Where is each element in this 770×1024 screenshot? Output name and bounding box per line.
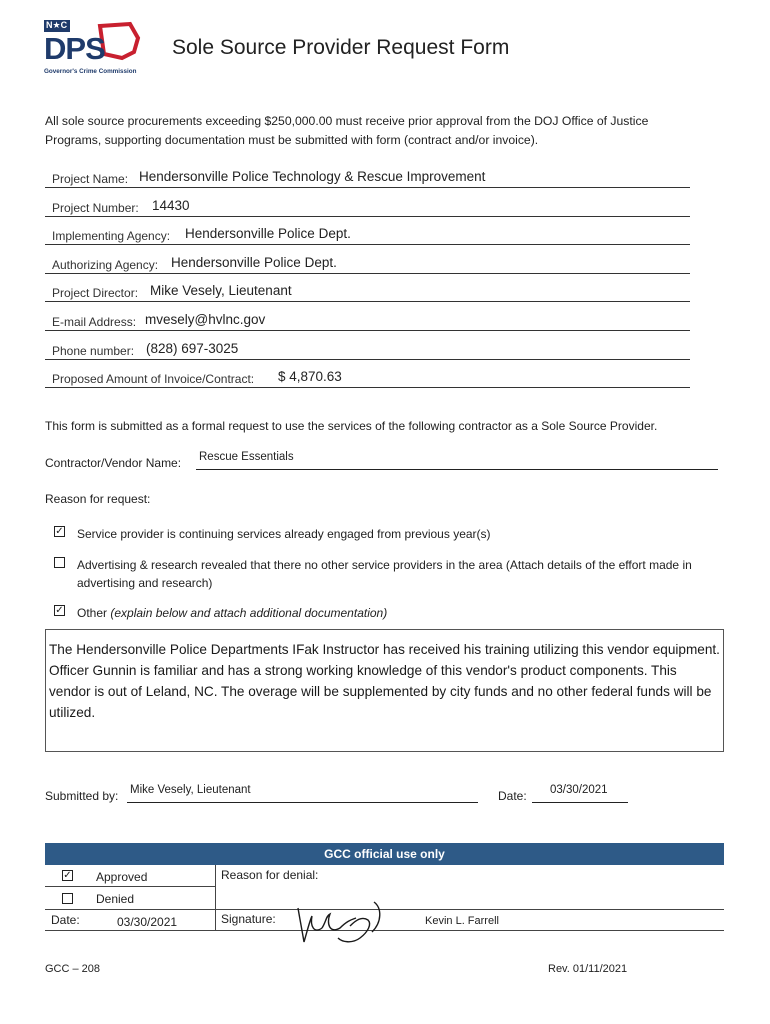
revision-date: Rev. 01/11/2021 <box>548 963 628 975</box>
reason-other-text: Other <box>77 606 108 620</box>
logo-subtitle: Governor's Crime Commission <box>44 68 137 75</box>
vendor-field[interactable] <box>196 453 718 470</box>
denied-checkbox[interactable] <box>62 893 73 904</box>
gcc-divider <box>215 865 216 930</box>
project-director-label: Project Director: <box>52 286 139 300</box>
authorizing-agency-value: Hendersonville Police Dept. <box>171 255 337 270</box>
intro-text: All sole source procurements exceeding $250,000.00 must receive prior approval from the DOJ Office of Justice Programs, supporting documentation must be submitted with form (contract and/or invoice). <box>45 114 649 147</box>
submitted-by-field[interactable] <box>127 786 478 803</box>
denial-reason-label: Reason for denial: <box>221 868 319 882</box>
denied-label: Denied <box>96 892 135 906</box>
reason-advertising-text: Advertising & research revealed that there no other service providers in the area (Attach details of the effort made in advertising and research) <box>77 558 692 590</box>
amount-field[interactable] <box>45 363 690 388</box>
approved-label: Approved <box>96 870 148 884</box>
approved-checkbox[interactable]: ✓ <box>63 870 72 881</box>
reason-continuing-checkbox[interactable]: ✓ <box>55 526 64 537</box>
vendor-value: Rescue Essentials <box>199 451 294 463</box>
phone-field[interactable] <box>45 335 690 360</box>
logo-state-mark: N★C <box>46 20 68 30</box>
phone-label: Phone number: <box>52 344 135 358</box>
vendor-label: Contractor/Vendor Name: <box>45 456 182 470</box>
amount-value: $ 4,870.63 <box>278 369 342 384</box>
submitted-by-value: Mike Vesely, Lieutenant <box>130 784 251 796</box>
reason-other-line <box>77 604 387 622</box>
reason-other-note: (explain below and attach additional documentation) <box>110 606 388 620</box>
form-title: Sole Source Provider Request Form <box>172 36 510 59</box>
form-code: GCC – 208 <box>45 963 101 975</box>
project-director-field[interactable] <box>45 277 690 302</box>
implementing-agency-field[interactable] <box>45 220 690 245</box>
gcc-divider <box>45 909 215 910</box>
email-value: mvesely@hvlnc.gov <box>145 312 266 327</box>
project-director-value: Mike Vesely, Lieutenant <box>150 283 292 298</box>
gcc-divider <box>45 886 215 887</box>
submission-date-field[interactable] <box>532 786 628 803</box>
project-number-field[interactable] <box>45 192 690 217</box>
amount-label: Proposed Amount of Invoice/Contract: <box>52 372 255 386</box>
submitted-by-label: Submitted by: <box>45 789 119 803</box>
authorizing-agency-field[interactable] <box>45 249 690 274</box>
dps-logo <box>42 18 142 80</box>
submission-date-label: Date: <box>498 789 527 803</box>
reason-advertising-checkbox[interactable] <box>54 557 65 568</box>
reason-continuing-text: Service provider is continuing services already engaged from previous year(s) <box>77 527 491 541</box>
project-number-value: 14430 <box>152 198 190 213</box>
email-field[interactable] <box>45 306 690 331</box>
submission-date-value: 03/30/2021 <box>550 784 608 796</box>
gcc-header: GCC official use only <box>45 843 724 865</box>
implementing-agency-value: Hendersonville Police Dept. <box>185 226 351 241</box>
gcc-date-label: Date: <box>51 913 80 927</box>
implementing-agency-label: Implementing Agency: <box>52 229 171 243</box>
reason-label: Reason for request: <box>45 492 151 506</box>
project-name-value: Hendersonville Police Technology & Rescue Improvement <box>139 169 486 184</box>
phone-value: (828) 697-3025 <box>146 341 239 356</box>
signer-name: Kevin L. Farrell <box>425 915 499 927</box>
project-name-label: Project Name: <box>52 172 129 186</box>
email-label: E-mail Address: <box>52 315 137 329</box>
project-number-label: Project Number: <box>52 201 139 215</box>
signature-image <box>290 898 390 948</box>
authorizing-agency-label: Authorizing Agency: <box>52 258 159 272</box>
signature-label: Signature: <box>221 912 276 926</box>
reason-other-checkbox[interactable]: ✓ <box>55 605 64 616</box>
logo-text: DPS <box>44 31 105 66</box>
gcc-official-use-table <box>45 865 724 930</box>
project-name-field[interactable] <box>45 163 690 188</box>
explanation-box[interactable]: The Hendersonville Police Departments IFak Instructor has received his training utilizing this vendor equipment. Officer Gunnin is familiar and has a strong working knowledge of this vendor's product components. This vendor is out of Leland, NC. The overage will be supplemented by city funds and no other federal funds will be utilized. <box>45 629 724 752</box>
gcc-date-value[interactable]: 03/30/2021 <box>117 915 178 929</box>
statement-text: This form is submitted as a formal request to use the services of the following contractor as a Sole Source Provider. <box>45 419 658 433</box>
